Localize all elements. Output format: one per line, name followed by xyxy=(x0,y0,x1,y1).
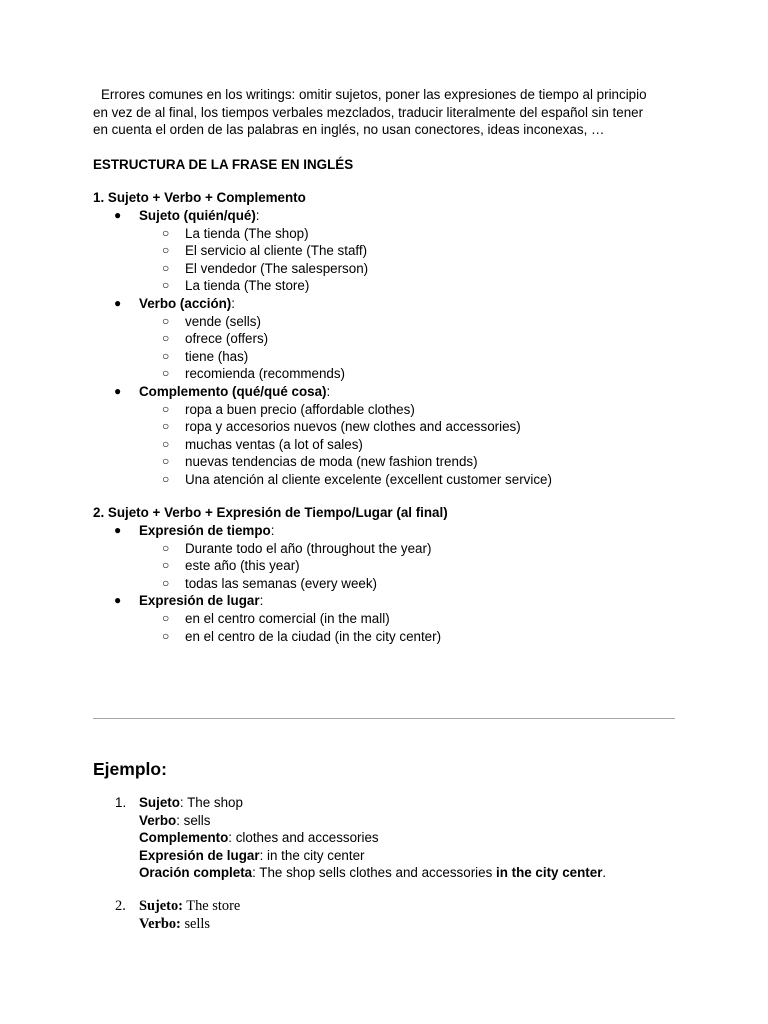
list-item: ● Expresión de lugar: ○ en el centro comercial (in the mall) ○ en el centro de la ciudad (in the city center) xyxy=(93,592,683,645)
circle-bullet-icon: ○ xyxy=(162,401,170,416)
circle-bullet-icon: ○ xyxy=(162,575,170,590)
bullet-icon: ● xyxy=(114,523,122,538)
list-item: ○ El vendedor (The salesperson) xyxy=(162,260,369,276)
example-line: Oración completa: The shop sells clothes and accessories in the city center. xyxy=(139,865,607,881)
list-item: ● Expresión de tiempo: ○ Durante todo el año (throughout the year) ○ este año (this year) ○ todas las semanas (every week) xyxy=(93,522,683,592)
section-1-title: 1. Sujeto + Verbo + Complemento xyxy=(93,190,306,206)
circle-bullet-icon: ○ xyxy=(162,260,170,275)
circle-bullet-icon: ○ xyxy=(162,540,170,555)
list-item: ○ recomienda (recommends) xyxy=(162,366,346,382)
document-body xyxy=(93,86,683,645)
sub-list xyxy=(139,313,683,383)
list-item: ○ ropa y accesorios nuevos (new clothes and accessories) xyxy=(162,419,521,435)
list-item: ○ en el centro de la ciudad (in the city center) xyxy=(162,628,442,644)
intro-paragraph: Errores comunes en los writings: omitir sujetos, poner las expresiones de tiempo al principio en vez de al final, los tiempos verbales mezclados, traducir literalmente del español sin tener en cuenta el orden de las palabras en inglés, no usan conectores, ideas inconexas, … xyxy=(93,87,647,138)
circle-bullet-icon: ○ xyxy=(162,419,170,434)
examples-list xyxy=(93,794,693,933)
circle-bullet-icon: ○ xyxy=(162,471,170,486)
document-heading: ESTRUCTURA DE LA FRASE EN INGLÉS xyxy=(93,156,354,172)
list-item: 1. Sujeto: The shop Verbo: sells Complemento: clothes and accessories Expresión de lugar: in the city center Oración completa: The shop sells clothes and accessories in the city center. xyxy=(93,794,693,882)
circle-bullet-icon: ○ xyxy=(162,225,170,240)
list-item: ● Complemento (qué/qué cosa): ○ ropa a buen precio (affordable clothes) ○ ropa y accesorios nuevos (new clothes and accessories) ○ muchas ventas (a lot of sales) ○ nuevas tendencias de moda (new fashion trends) ○ Una atención al cliente excelente (excellent customer service) xyxy=(93,383,683,489)
list-item: ○ tiene (has) xyxy=(162,348,249,364)
circle-bullet-icon: ○ xyxy=(162,313,170,328)
example-title: Ejemplo: xyxy=(93,759,167,779)
sub-list xyxy=(139,225,683,295)
list-item: ○ vende (sells) xyxy=(162,313,261,329)
list-item: 2. Sujeto: The store Verbo: sells xyxy=(93,898,693,933)
example-line: Sujeto: The store xyxy=(139,897,241,914)
example-line: Complemento: clothes and accessories xyxy=(139,830,379,846)
circle-bullet-icon: ○ xyxy=(162,348,170,363)
horizontal-divider xyxy=(93,718,675,719)
list-item: ○ La tienda (The store) xyxy=(162,278,310,294)
circle-bullet-icon: ○ xyxy=(162,331,170,346)
circle-bullet-icon: ○ xyxy=(162,436,170,451)
sub-list xyxy=(139,401,683,489)
list-item: ○ ofrece (offers) xyxy=(162,331,269,347)
list-item: ○ este año (this year) xyxy=(162,558,300,574)
bullet-icon: ● xyxy=(114,383,122,398)
list-item: ○ Durante todo el año (throughout the year) xyxy=(162,540,432,556)
list-item: ○ ropa a buen precio (affordable clothes) xyxy=(162,401,415,417)
circle-bullet-icon: ○ xyxy=(162,454,170,469)
list-item: ○ todas las semanas (every week) xyxy=(162,575,378,591)
list-item: ○ muchas ventas (a lot of sales) xyxy=(162,436,363,452)
circle-bullet-icon: ○ xyxy=(162,558,170,573)
circle-bullet-icon: ○ xyxy=(162,628,170,643)
example-line: Verbo: sells xyxy=(139,812,211,828)
list-item: ○ El servicio al cliente (The staff) xyxy=(162,243,368,259)
list-item: ● Sujeto (quién/qué): ○ La tienda (The shop) ○ El servicio al cliente (The staff) ○ El vendedor (The salesperson) ○ La tienda (The store) xyxy=(93,207,683,295)
circle-bullet-icon: ○ xyxy=(162,611,170,626)
sub-list xyxy=(139,540,683,593)
list-item: ● Verbo (acción): ○ vende (sells) ○ ofrece (offers) ○ tiene (has) ○ recomienda (recommends) xyxy=(93,295,683,383)
circle-bullet-icon: ○ xyxy=(162,366,170,381)
circle-bullet-icon: ○ xyxy=(162,278,170,293)
section-2-list xyxy=(93,522,683,645)
section-2-title: 2. Sujeto + Verbo + Expresión de Tiempo/Lugar (al final) xyxy=(93,505,448,521)
example-line: Expresión de lugar: in the city center xyxy=(139,847,365,863)
circle-bullet-icon: ○ xyxy=(162,243,170,258)
list-item: ○ nuevas tendencias de moda (new fashion trends) xyxy=(162,454,478,470)
bullet-icon: ● xyxy=(114,295,122,310)
example-line: Verbo: sells xyxy=(139,915,211,932)
list-item: ○ Una atención al cliente excelente (excellent customer service) xyxy=(162,471,552,487)
section-1-list xyxy=(93,207,683,489)
example-line: Sujeto: The shop xyxy=(139,795,243,810)
bullet-icon: ● xyxy=(114,207,122,222)
list-item: ○ en el centro comercial (in the mall) xyxy=(162,611,390,627)
bullet-icon: ● xyxy=(114,593,122,608)
sub-list xyxy=(139,610,683,645)
list-item: ○ La tienda (The shop) xyxy=(162,225,309,241)
